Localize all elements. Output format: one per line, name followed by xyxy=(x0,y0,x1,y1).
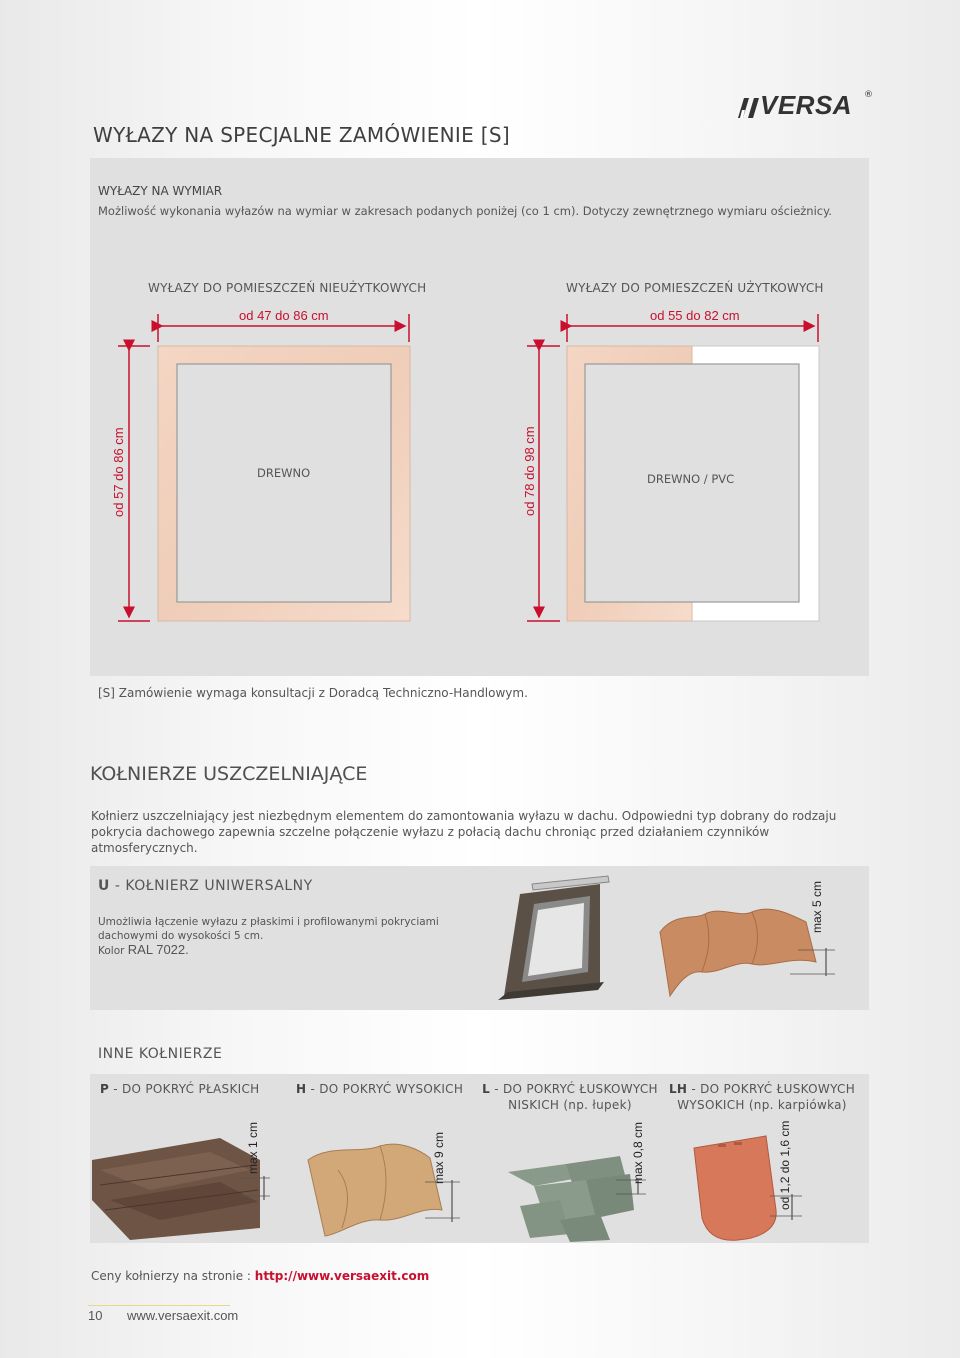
color-value: RAL 7022. xyxy=(127,942,189,957)
flashings-paragraph: Kołnierz uszczelniający jest niezbędnym elementem do zamontowania wyłazu w dachu. Odpowiedni typ dobrany do rodzaju pokrycia dachowego zapewnia szczelne połączenie wyłazu z połacią dachu chroniąc przed działaniem czynników atmosferycznych. xyxy=(91,809,837,855)
left-column-heading: WYŁAZY DO POMIESZCZEŃ NIEUŻYTKOWYCH xyxy=(148,281,427,295)
custom-heading: WYŁAZY NA WYMIAR xyxy=(98,184,223,198)
flashing-type-p: P - DO POKRYĆ PŁASKICH xyxy=(100,1082,260,1096)
right-width-label: od 55 do 82 cm xyxy=(650,308,740,323)
page-number: 10 xyxy=(88,1308,103,1323)
footer-divider xyxy=(88,1305,230,1306)
left-material-label: DREWNO xyxy=(257,466,311,480)
flashing-lh-max: od 1,2 do 1,6 cm xyxy=(778,1120,792,1210)
flashing-type-lh: LH - DO POKRYĆ ŁUSKOWYCH WYSOKICH (np. karpiówka) xyxy=(668,1082,856,1112)
high-tiles-image xyxy=(308,1144,442,1236)
slate-image xyxy=(508,1156,634,1242)
flashing-type-l: L - DO POKRYĆ ŁUSKOWYCH NISKICH (np. łupek) xyxy=(480,1081,660,1113)
prices-label: Ceny kołnierzy na stronie : xyxy=(91,1269,251,1283)
right-height-label: od 78 do 98 cm xyxy=(522,426,537,516)
flashing-l-max: max 0,8 cm xyxy=(631,1121,645,1184)
flashing-l-name-2: NISKICH (np. łupek) xyxy=(508,1098,632,1112)
prices-link[interactable]: http://www.versaexit.com xyxy=(254,1269,430,1283)
flashing-p-code: P xyxy=(100,1082,110,1096)
left-height-label: od 57 do 86 cm xyxy=(111,427,126,517)
custom-description: Możliwość wykonania wyłazów na wymiar w zakresach podanych poniżej (co 1 cm). Dotyczy zewnętrznego wymiaru ościeżnicy. xyxy=(98,204,832,218)
right-column-heading: WYŁAZY DO POMIESZCZEŃ UŻYTKOWYCH xyxy=(566,281,824,295)
flashing-type-h: H - DO POKRYĆ WYSOKICH xyxy=(296,1082,464,1096)
color-label: Kolor xyxy=(98,945,125,957)
universal-code: U xyxy=(98,878,110,894)
right-material-label: DREWNO / PVC xyxy=(647,472,735,486)
flashing-lh-code: LH xyxy=(668,1082,688,1096)
universal-desc-line1: Umożliwia łączenie wyłazu z płaskimi i profilowanymi pokryciami xyxy=(98,916,439,928)
flashing-lh-name: DO POKRYĆ ŁUSKOWYCH xyxy=(700,1082,856,1096)
roof-tile-image xyxy=(660,909,816,996)
flashing-p-max: max 1 cm xyxy=(246,1121,260,1174)
universal-description xyxy=(98,915,439,958)
flashing-h-name: DO POKRYĆ WYSOKICH xyxy=(319,1082,464,1096)
flat-shingles-image xyxy=(92,1138,260,1240)
registered-mark: ® xyxy=(864,90,873,100)
universal-flashing-title: U - KOŁNIERZ UNIWERSALNY xyxy=(98,878,313,894)
roof-hatch-image xyxy=(498,876,609,1000)
left-width-label: od 47 do 86 cm xyxy=(239,308,329,323)
flashing-h-max: max 9 cm xyxy=(432,1131,446,1184)
order-note: [S] Zamówienie wymaga konsultacji z Doradcą Techniczno-Handlowym. xyxy=(98,686,528,700)
flashing-h-code: H xyxy=(296,1082,307,1096)
universal-max-label: max 5 cm xyxy=(810,880,824,933)
flashing-l-code: L xyxy=(482,1082,491,1096)
universal-desc-line2: dachowymi do wysokości 5 cm. xyxy=(98,930,264,942)
page-title: WYŁAZY NA SPECJALNE ZAMÓWIENIE [S] xyxy=(93,123,510,147)
brand-name: VERSA xyxy=(760,90,853,120)
beaver-tail-tile-image xyxy=(694,1136,776,1240)
roof-coverings-illustration xyxy=(90,1110,869,1242)
flashing-l-name: DO POKRYĆ ŁUSKOWYCH xyxy=(502,1082,658,1096)
flashings-heading: KOŁNIERZE USZCZELNIAJĄCE xyxy=(90,763,368,785)
prices-note xyxy=(91,1269,429,1283)
flashing-lh-name-2: WYSOKICH (np. karpiówka) xyxy=(677,1098,847,1112)
footer-url: www.versaexit.com xyxy=(127,1308,239,1323)
wood-frame xyxy=(158,346,410,621)
universal-name: KOŁNIERZ UNIWERSALNY xyxy=(125,878,313,894)
flashing-p-name: DO POKRYĆ PŁASKICH xyxy=(121,1082,260,1096)
other-flashings-heading: INNE KOŁNIERZE xyxy=(98,1046,223,1062)
